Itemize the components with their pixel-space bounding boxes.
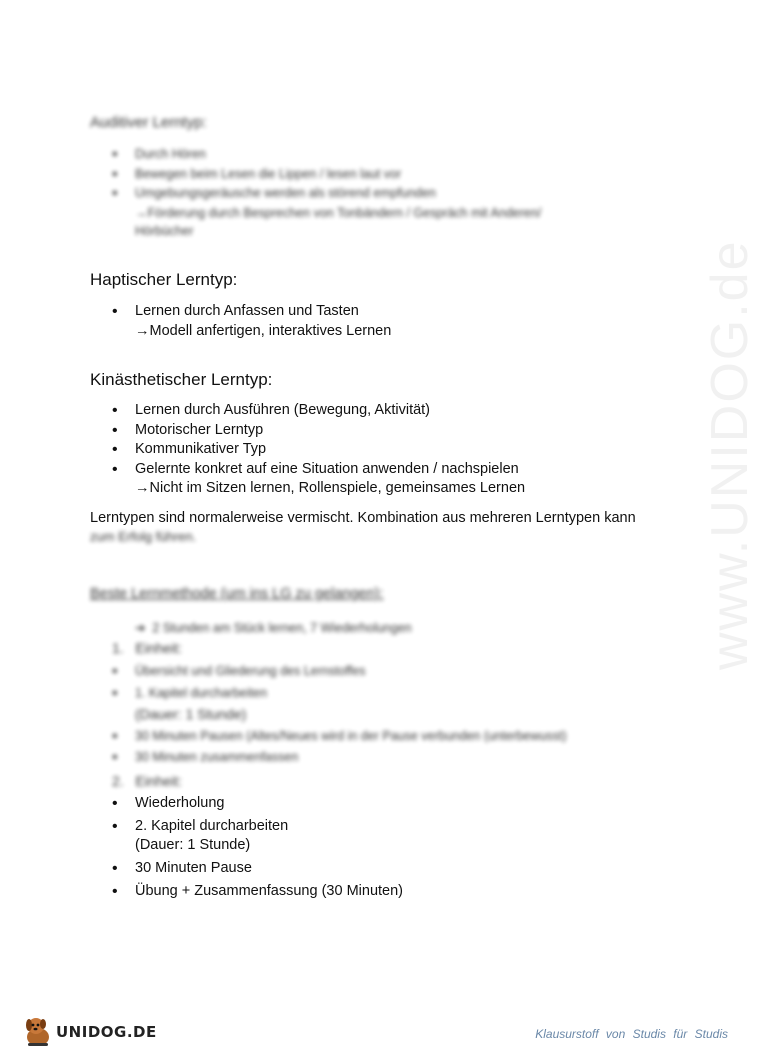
list-item-sub: (Dauer: 1 Stunde) (135, 706, 247, 722)
watermark: www.UNIDOG.de (701, 239, 759, 670)
einheit1-list (112, 661, 567, 769)
list-item: • 30 Minuten Pausen (Altes/Neues wird in der Pause verbunden (unterbewusst) (112, 726, 567, 748)
einheit1-text: Einheit: (135, 640, 183, 656)
footer-logo (22, 1013, 162, 1049)
list-item: • Übersicht und Gliederung des Lernstoffes (112, 661, 567, 683)
summary-line1: Lerntypen sind normalerweise vermischt. Kombination aus mehreren Lerntypen kann (90, 510, 636, 526)
list-item (112, 817, 403, 855)
dog-mascot-icon (22, 1013, 56, 1049)
kinaesthetisch-list (112, 401, 525, 499)
list-item: • Übung + Zusammenfassung (30 Minuten) (112, 882, 403, 901)
footer-slogan: Klausurstoff von Studis für Studis (535, 1027, 728, 1041)
list-item-text: • 1. Kapitel durcharbeiten (135, 685, 268, 700)
einheit2-label: 2. Einheit: (112, 773, 183, 789)
list-item: • Lernen durch Ausführen (Bewegung, Aktivität) (112, 401, 525, 421)
list-item (112, 302, 391, 341)
list-item: • Motorischer Lerntyp (112, 421, 525, 441)
methode-title: Beste Lernmethode (um ins LG zu gelangen): (90, 586, 384, 602)
list-item (112, 683, 567, 726)
methode-arrow-line (135, 618, 715, 638)
list-item-note: →Förderung durch Besprechen von Tonbändern / Gespräch mit Anderen/ (135, 205, 542, 220)
list-item-text: • Gelernte konkret auf eine Situation anwenden / nachspielen (135, 460, 519, 477)
einheit1-label: 1. Einheit: (112, 640, 183, 656)
list-item (112, 184, 541, 223)
list-item: • Wiederholung (112, 794, 403, 813)
summary-line2: zum Erfolg führen. (90, 529, 197, 544)
kinaesthetisch-title: Kinästhetischer Lerntyp: (90, 370, 273, 389)
list-item-text: • 2. Kapitel durcharbeiten (135, 818, 289, 834)
list-item: • 30 Minuten zusammenfassen (112, 747, 567, 769)
list-item: • Kommunikativer Typ (112, 440, 525, 460)
haptisch-title: Haptischer Lerntyp: (90, 270, 238, 289)
list-item-note: →Modell anfertigen, interaktives Lernen (135, 322, 392, 339)
list-item-text: • Lernen durch Anfassen und Tasten (135, 303, 359, 319)
auditiv-title: Auditiver Lerntyp: (90, 114, 207, 131)
list-item-note: →Nicht im Sitzen lernen, Rollenspiele, gemeinsames Lernen (135, 480, 526, 496)
list-item-sub: (Dauer: 1 Stunde) (135, 837, 251, 853)
einheit2-list (112, 794, 403, 901)
list-item-text: • Umgebungsgeräusche werden als störend empfunden (135, 186, 436, 200)
haptisch-list (112, 302, 391, 341)
auditiv-note-cont: Hörbücher (135, 224, 194, 238)
list-item: • Bewegen beim Lesen die Lippen / lesen laut vor (112, 165, 541, 185)
einheit2-text: Einheit: (135, 773, 183, 789)
list-item (112, 460, 525, 499)
footer-brand: UNIDOG.DE (56, 1023, 157, 1041)
arrow-line-text: 2 Stunden am Stück lernen, 7 Wiederholungen (152, 621, 412, 635)
list-item: • Durch Hören (112, 145, 541, 165)
arrow-right-icon: ➔ (135, 621, 153, 635)
auditiv-list (112, 145, 541, 223)
list-item: • 30 Minuten Pause (112, 859, 403, 878)
